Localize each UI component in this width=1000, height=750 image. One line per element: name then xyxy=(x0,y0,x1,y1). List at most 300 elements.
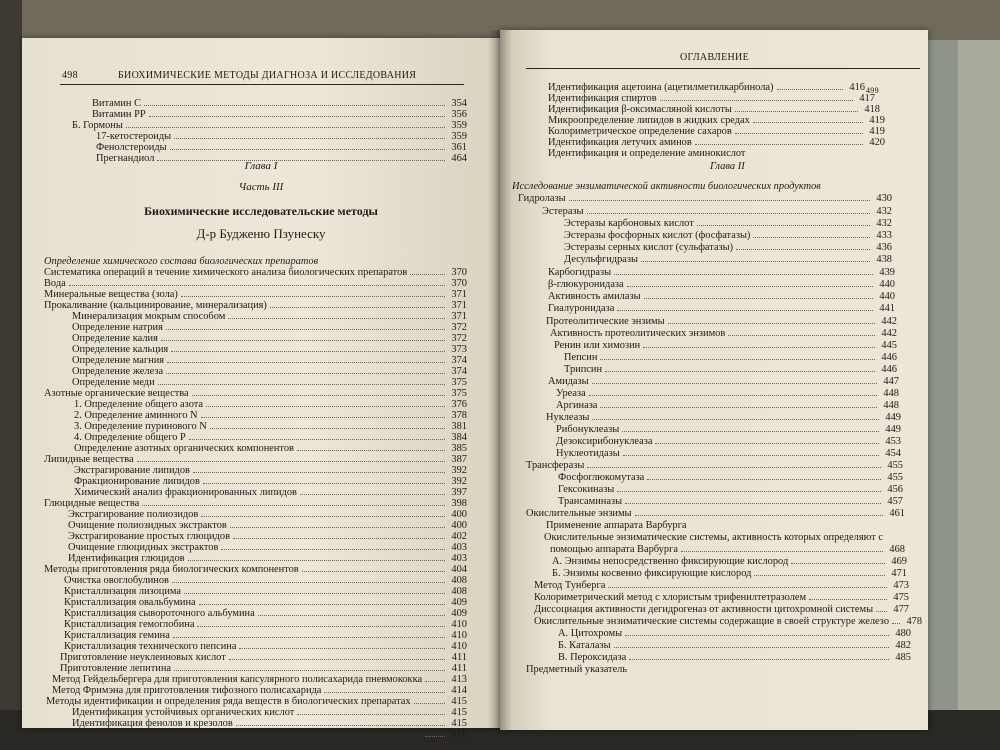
toc-entry-title: Кристаллизация сывороточного альбумина xyxy=(64,608,255,619)
toc-page-number: 371 xyxy=(451,289,467,300)
toc-leader-dots xyxy=(192,395,445,396)
toc-leader-dots xyxy=(614,274,873,275)
toc-entry-title: 1. Определение общего азота xyxy=(74,399,204,410)
toc-leader-dots xyxy=(587,467,881,468)
toc-entry xyxy=(44,267,467,278)
toc-entry-title: Трипсин xyxy=(564,364,603,375)
toc-page-number: 485 xyxy=(895,652,911,663)
toc-leader-dots xyxy=(728,335,875,336)
toc-page-number: 432 xyxy=(876,206,892,217)
toc-entry xyxy=(72,366,467,377)
toc-entry-title: Определение магния xyxy=(72,355,165,366)
toc-entry xyxy=(556,400,899,411)
toc-page-number: 376 xyxy=(451,399,467,410)
toc-page-number: 392 xyxy=(451,465,467,476)
toc-leader-dots xyxy=(144,105,445,106)
toc-page-number: 419 xyxy=(869,115,885,126)
toc-page-number: 404 xyxy=(451,564,467,575)
toc-page-number: 480 xyxy=(895,628,911,639)
toc-entry xyxy=(526,508,905,519)
toc-leader-dots xyxy=(629,659,889,660)
toc-leader-dots xyxy=(199,604,445,605)
toc-entry xyxy=(68,553,467,564)
toc-entry xyxy=(534,580,909,591)
toc-leader-dots xyxy=(592,419,879,420)
toc-entry xyxy=(564,242,892,253)
toc-page-number: 448 xyxy=(883,400,899,411)
right-page xyxy=(500,30,928,730)
toc-entry xyxy=(548,291,895,302)
toc-entry-title: Дезоксирибонуклеаза xyxy=(556,436,653,447)
toc-page-number: 371 xyxy=(451,300,467,311)
toc-entry xyxy=(64,575,467,586)
toc-leader-dots xyxy=(592,383,877,384)
toc-entry-title: Систематика операций в течение химического анализа биологических препаратов xyxy=(44,267,408,278)
toc-leader-dots xyxy=(425,681,445,682)
toc-page-number: 411 xyxy=(451,652,467,663)
toc-entry xyxy=(558,652,911,663)
toc-entry xyxy=(74,465,467,476)
toc-leader-dots xyxy=(142,505,445,506)
toc-leader-dots xyxy=(258,615,445,616)
toc-entry xyxy=(526,460,903,471)
toc-entry xyxy=(548,267,895,278)
toc-entry xyxy=(64,608,467,619)
toc-entry-title: Кристаллизация гемоглобина xyxy=(64,619,195,630)
toc-entry xyxy=(556,388,899,399)
toc-entry-title: Активность амилазы xyxy=(548,291,641,302)
toc-page-number: 445 xyxy=(881,340,897,351)
toc-page-number: 453 xyxy=(885,436,901,447)
toc-entry xyxy=(556,448,901,459)
left-page xyxy=(22,38,500,740)
toc-leader-dots xyxy=(174,138,445,139)
toc-entry xyxy=(556,424,901,435)
toc-entry xyxy=(550,328,897,339)
author-name: Д-р Будженю Пзунеску xyxy=(196,226,326,241)
toc-leader-dots xyxy=(735,133,863,134)
toc-leader-dots xyxy=(172,582,445,583)
toc-entry xyxy=(554,340,897,351)
toc-entry-title: Очищение глюцидных экстрактов xyxy=(68,542,219,553)
toc-entry xyxy=(548,93,875,104)
toc-entry-title: Идентификация устойчивых органических кислот xyxy=(72,707,295,718)
toc-leader-dots xyxy=(201,417,445,418)
toc-entry-title: Б. Энзимы косвенно фиксирующие кислород xyxy=(552,568,752,579)
toc-page-number: 446 xyxy=(881,352,897,363)
toc-entry-title: Определение железа xyxy=(72,366,164,377)
toc-leader-dots xyxy=(126,127,445,128)
toc-page-number: 439 xyxy=(879,267,895,278)
toc-leader-dots xyxy=(236,725,445,726)
toc-leader-dots xyxy=(233,538,445,539)
toc-entry xyxy=(544,532,905,543)
toc-entry xyxy=(44,289,467,300)
toc-leader-dots xyxy=(641,261,870,262)
toc-entry xyxy=(552,556,907,567)
toc-leader-dots xyxy=(605,371,875,372)
toc-entry-title: Активность протеолитических энзимов xyxy=(550,328,726,339)
toc-entry xyxy=(44,564,467,575)
toc-leader-dots xyxy=(635,515,883,516)
toc-entry xyxy=(68,542,467,553)
toc-entry-title: Идентификация глюцидов xyxy=(68,553,185,564)
part-label: Часть III xyxy=(238,181,284,193)
toc-entry-title: Липидные вещества xyxy=(44,454,134,465)
toc-entry-title: А. Энзимы непосредственно фиксирующие кислород xyxy=(552,556,789,567)
toc-page-number: 400 xyxy=(451,509,467,520)
toc-page-number: 414 xyxy=(451,685,467,696)
toc-page-number: 410 xyxy=(451,619,467,630)
toc-page-number: 482 xyxy=(895,640,911,651)
toc-entry-title: Методы идентификации и определения ряда веществ в биологических препаратах xyxy=(46,696,411,707)
toc-page-number: 415 xyxy=(451,718,467,729)
header-rule xyxy=(60,84,464,85)
toc-entry-title: Кристаллизация гемина xyxy=(64,630,170,641)
toc-entry-title: Определение химического состава биологических препаратов xyxy=(44,256,319,267)
toc-page-number: 448 xyxy=(883,388,899,399)
toc-entry xyxy=(548,376,899,387)
toc-entry xyxy=(548,115,885,126)
toc-leader-dots xyxy=(660,100,853,101)
toc-entry xyxy=(564,254,892,265)
toc-entry-title: Вода xyxy=(44,278,66,289)
toc-entry xyxy=(558,484,903,495)
toc-entry-title: Метод Тунберга xyxy=(534,580,606,591)
toc-entry xyxy=(422,729,467,740)
toc-entry-title: 17-кетостероиды xyxy=(96,131,172,142)
toc-leader-dots xyxy=(149,116,445,117)
toc-leader-dots xyxy=(569,200,870,201)
toc-leader-dots xyxy=(173,637,445,638)
toc-leader-dots xyxy=(754,575,885,576)
chapter-label: Глава I xyxy=(244,160,278,172)
toc-page-number: 432 xyxy=(876,218,892,229)
toc-leader-dots xyxy=(201,516,445,517)
toc-page-number: 359 xyxy=(451,131,467,142)
toc-page-number: 384 xyxy=(451,432,467,443)
toc-page-number: 387 xyxy=(451,454,467,465)
toc-leader-dots xyxy=(297,714,445,715)
toc-entry xyxy=(558,496,903,507)
toc-entry-title: Б. Каталазы xyxy=(558,640,611,651)
toc-entry-title: Прегнандиол xyxy=(96,153,155,164)
toc-entry-title: Колориметрическое определение сахаров xyxy=(548,126,732,137)
toc-leader-dots xyxy=(229,659,445,660)
toc-entry xyxy=(72,120,467,131)
toc-leader-dots xyxy=(161,340,445,341)
toc-entry xyxy=(74,487,467,498)
toc-entry-title: Определение натрия xyxy=(72,322,163,333)
toc-entry-title: Метод Фримэна для приготовления тифозного полисахарида xyxy=(52,685,322,696)
toc-page-number: 420 xyxy=(869,137,885,148)
toc-page-number: 417 xyxy=(859,93,875,104)
toc-page-number: 441 xyxy=(879,303,895,314)
toc-page-number: 398 xyxy=(451,498,467,509)
toc-entry xyxy=(546,520,905,531)
toc-entry-title: Эстеразы xyxy=(542,206,584,217)
toc-entry-title: Идентификация летучих аминов xyxy=(548,137,692,148)
toc-page-number: 375 xyxy=(451,377,467,388)
toc-leader-dots xyxy=(625,635,889,636)
toc-page-number: 370 xyxy=(451,267,467,278)
toc-entry-title: Прокаливание (кальцинирование, минерализация) xyxy=(44,300,267,311)
toc-entry xyxy=(526,664,911,675)
toc-entry-title: Витамин С xyxy=(92,98,141,109)
toc-entry xyxy=(72,333,467,344)
toc-page-number: 455 xyxy=(887,472,903,483)
toc-leader-dots xyxy=(809,599,887,600)
toc-entry xyxy=(550,544,905,555)
toc-leader-dots xyxy=(239,648,445,649)
toc-entry-title: Гидролазы xyxy=(518,193,566,204)
toc-page-number: 468 xyxy=(889,544,905,555)
toc-entry xyxy=(44,388,467,399)
toc-entry-title: Микроопределение липидов в жидких средах xyxy=(548,115,750,126)
toc-entry xyxy=(564,352,897,363)
toc-leader-dots xyxy=(166,329,445,330)
toc-leader-dots xyxy=(230,527,445,528)
toc-leader-dots xyxy=(174,670,445,671)
left-page-number: 498 xyxy=(62,70,78,81)
toc-leader-dots xyxy=(297,450,445,451)
toc-entry xyxy=(548,104,880,115)
toc-entry-title: Гиалуронидаза xyxy=(548,303,615,314)
toc-page-number: 430 xyxy=(876,193,892,204)
toc-page-number: 436 xyxy=(876,242,892,253)
toc-leader-dots xyxy=(171,351,445,352)
toc-page-number: 361 xyxy=(451,142,467,153)
toc-entry-title: Химический анализ фракционированных липидов xyxy=(74,487,297,498)
toc-entry-title: Диссоциация активности дегидрогеназ от активности цитохромной системы xyxy=(534,604,874,615)
toc-page-number: 410 xyxy=(451,641,467,652)
toc-entry xyxy=(548,279,895,290)
toc-entry xyxy=(60,652,467,663)
left-running-head: БИОХИМИЧЕСКИЕ МЕТОДЫ ДИАГНОЗА И ИССЛЕДОВАНИЯ xyxy=(118,70,417,81)
toc-entry-title: Ренин или химозин xyxy=(554,340,641,351)
toc-entry-title: Определение азотных органических компонентов xyxy=(74,443,294,454)
toc-leader-dots xyxy=(681,551,883,552)
toc-entry xyxy=(52,674,467,685)
toc-entry xyxy=(44,256,467,267)
toc-entry-title: Нуклеотидазы xyxy=(556,448,620,459)
toc-page-number: 392 xyxy=(451,476,467,487)
toc-entry-title: 2. Определение аминного N xyxy=(74,410,198,421)
toc-entry xyxy=(96,131,467,142)
toc-leader-dots xyxy=(600,407,877,408)
toc-page-number: 410 xyxy=(451,630,467,641)
toc-page-number: 354 xyxy=(451,98,467,109)
toc-entry xyxy=(44,300,467,311)
toc-entry-title: Минерализация мокрым способом xyxy=(72,311,226,322)
toc-page-number: 385 xyxy=(451,443,467,454)
toc-page-number: 416 xyxy=(451,729,467,740)
toc-page-number: 442 xyxy=(881,316,897,327)
toc-leader-dots xyxy=(589,395,877,396)
toc-entry-title: Методы приготовления ряда биологических компонентов xyxy=(44,564,299,575)
toc-entry xyxy=(60,663,467,674)
toc-entry-title: Рибонуклеазы xyxy=(556,424,620,435)
toc-entry xyxy=(558,628,911,639)
toc-entry-title: Применение аппарата Варбурга xyxy=(546,520,687,531)
toc-entry-title: Экстрагирование липидов xyxy=(74,465,190,476)
toc-entry-title: Экстрагирование простых глюцидов xyxy=(68,531,230,542)
toc-entry xyxy=(546,412,901,423)
toc-leader-dots xyxy=(181,296,445,297)
toc-page-number: 400 xyxy=(451,520,467,531)
toc-page-number: 408 xyxy=(451,586,467,597)
toc-leader-dots xyxy=(655,443,879,444)
toc-page-number: 374 xyxy=(451,355,467,366)
toc-leader-dots xyxy=(221,549,445,550)
toc-leader-dots xyxy=(69,285,445,286)
toc-page-number: 478 xyxy=(906,616,923,627)
toc-page-number: 440 xyxy=(879,279,895,290)
toc-leader-dots xyxy=(302,571,445,572)
toc-entry-title: Исследование энзиматической активности биологических продуктов xyxy=(512,181,821,192)
toc-leader-dots xyxy=(167,362,445,363)
toc-leader-dots xyxy=(608,587,887,588)
toc-entry-title: Витамин РР xyxy=(92,109,146,120)
toc-entry-title: Фенолстероиды xyxy=(96,142,167,153)
toc-page-number: 378 xyxy=(451,410,467,421)
toc-entry-title: Экстрагирование полиозидов xyxy=(68,509,199,520)
toc-entry xyxy=(518,193,892,204)
toc-entry-title: Кристаллизация лизоцима xyxy=(64,586,182,597)
toc-leader-dots xyxy=(644,298,873,299)
toc-entry-title: Трансферазы xyxy=(526,460,585,471)
chapter-label: Глава II xyxy=(710,161,745,172)
toc-leader-dots xyxy=(695,144,863,145)
toc-page-number: 402 xyxy=(451,531,467,542)
toc-entry xyxy=(72,707,467,718)
toc-entry xyxy=(548,148,885,159)
toc-leader-dots xyxy=(203,483,445,484)
toc-entry xyxy=(564,364,897,375)
toc-entry xyxy=(548,137,885,148)
toc-entry xyxy=(68,531,467,542)
toc-leader-dots xyxy=(189,439,445,440)
toc-entry xyxy=(72,377,467,388)
toc-entry-title: Б. Гормоны xyxy=(72,120,123,131)
toc-entry-title: Уреаза xyxy=(556,388,586,399)
toc-leader-dots xyxy=(791,563,885,564)
toc-page-number: 442 xyxy=(881,328,897,339)
toc-entry xyxy=(68,509,467,520)
toc-entry-title: Определение меди xyxy=(72,377,155,388)
toc-entry-title: Трансаминазы xyxy=(558,496,623,507)
toc-entry xyxy=(74,399,467,410)
toc-entry xyxy=(546,316,897,327)
toc-entry xyxy=(558,472,903,483)
toc-page-number: 438 xyxy=(876,254,892,265)
toc-entry-title: Протеолитические энзимы xyxy=(546,316,665,327)
toc-entry xyxy=(52,685,467,696)
toc-leader-dots xyxy=(197,626,445,627)
toc-page-number: 403 xyxy=(451,542,467,553)
toc-entry-title: Метод Гейдельбергера для приготовления капсулярного полисахарида пневмококка xyxy=(52,674,423,685)
toc-leader-dots xyxy=(210,428,445,429)
toc-leader-dots xyxy=(228,318,445,319)
toc-page-number: 403 xyxy=(451,553,467,564)
toc-page-number: 415 xyxy=(451,696,467,707)
toc-page-number: 371 xyxy=(451,311,467,322)
toc-page-number: 419 xyxy=(869,126,885,137)
toc-entry-title: Кристаллизация технического пепсина xyxy=(64,641,237,652)
right-running-head: ОГЛАВЛЕНИЕ xyxy=(680,52,749,63)
toc-page-number: 449 xyxy=(885,424,901,435)
toc-leader-dots xyxy=(623,455,879,456)
toc-page-number: 418 xyxy=(864,104,880,115)
toc-page-number: 409 xyxy=(451,608,467,619)
toc-page-number: 381 xyxy=(451,421,467,432)
toc-entry xyxy=(548,303,895,314)
toc-entry-title: Идентификация фенолов и крезолов xyxy=(72,718,233,729)
toc-leader-dots xyxy=(193,472,445,473)
toc-entry-title: 3. Определение пуринового N xyxy=(74,421,207,432)
toc-entry-title: Предметный указатель xyxy=(526,664,628,675)
toc-entry xyxy=(564,230,892,241)
toc-page-number: 372 xyxy=(451,322,467,333)
toc-entry xyxy=(64,619,467,630)
toc-leader-dots xyxy=(614,647,889,648)
toc-entry-title: Минеральные вещества (зола) xyxy=(44,289,178,300)
toc-entry xyxy=(74,421,467,432)
toc-entry-title: Определение калия xyxy=(72,333,158,344)
toc-entry xyxy=(534,592,909,603)
toc-entry xyxy=(72,355,467,366)
toc-page-number: 433 xyxy=(876,230,892,241)
toc-entry xyxy=(552,568,907,579)
toc-page-number: 447 xyxy=(883,376,899,387)
toc-leader-dots xyxy=(625,503,881,504)
toc-entry-title: Идентификация β-оксимасляной кислоты xyxy=(548,104,732,115)
toc-leader-dots xyxy=(627,286,873,287)
toc-page-number: 456 xyxy=(887,484,903,495)
toc-entry-title: Окислительные энзимы xyxy=(526,508,632,519)
toc-leader-dots xyxy=(643,347,875,348)
toc-leader-dots xyxy=(184,593,445,594)
toc-entry xyxy=(64,586,467,597)
toc-page-number: 464 xyxy=(451,153,467,164)
toc-page-number: 446 xyxy=(881,364,897,375)
toc-entry xyxy=(72,311,467,322)
toc-page-number: 473 xyxy=(893,580,909,591)
toc-page-number: 375 xyxy=(451,388,467,399)
toc-page-number: 408 xyxy=(451,575,467,586)
toc-entry-title: Эстеразы карбоновых кислот xyxy=(564,218,694,229)
toc-page-number: 449 xyxy=(885,412,901,423)
toc-leader-dots xyxy=(188,560,445,561)
toc-entry xyxy=(74,432,467,443)
toc-page-number: 457 xyxy=(887,496,903,507)
toc-leader-dots xyxy=(300,494,445,495)
toc-entry xyxy=(564,218,892,229)
toc-entry-title: Фракционирование липидов xyxy=(74,476,200,487)
toc-leader-dots xyxy=(137,461,445,462)
toc-leader-dots xyxy=(777,89,844,90)
toc-page-number: 359 xyxy=(451,120,467,131)
toc-entry xyxy=(74,443,467,454)
toc-page-number: 370 xyxy=(451,278,467,289)
toc-entry xyxy=(92,98,467,109)
toc-entry-title: Десульфгидразы xyxy=(564,254,638,265)
toc-page-number: 411 xyxy=(451,663,467,674)
toc-entry-title: В. Пероксидаза xyxy=(558,652,627,663)
toc-entry-title: Эстеразы фосфорных кислот (фосфатазы) xyxy=(564,230,751,241)
toc-entry-title: Амидазы xyxy=(548,376,589,387)
toc-entry-title: Идентификация ацетоина (ацетилметилкарбинола) xyxy=(548,82,774,93)
